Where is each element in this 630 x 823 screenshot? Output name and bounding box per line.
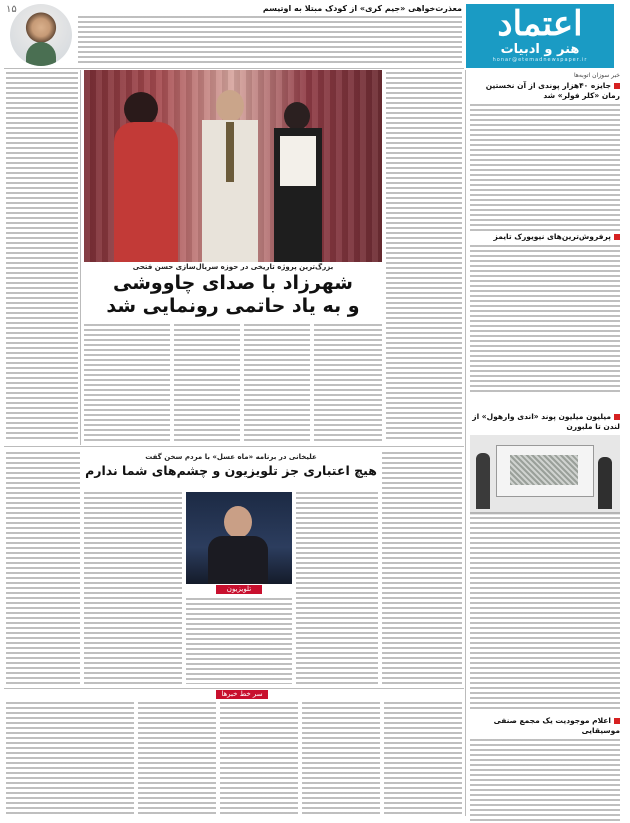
news-2 (470, 232, 620, 402)
interview-col-left-2 (84, 492, 182, 684)
interview-col-under-photo (186, 598, 292, 684)
interview-headline: هیچ اعتباری جز تلویزیون و چشم‌های شما ندارم (85, 463, 377, 478)
main-story-side-text (386, 72, 462, 442)
main-story-body-col-3 (174, 324, 240, 444)
news-4 (470, 716, 620, 816)
tv-section-label: تلویزیون (216, 585, 262, 594)
news-4-title: اعلام موجودیت یک مجمع صنفی موسیقایی (493, 716, 620, 735)
main-story-headline-1: شهرزاد با صدای چاووشی (113, 272, 353, 294)
bottom-col-3 (220, 702, 298, 814)
top-column (78, 4, 462, 66)
main-story-kicker: بزرگ‌ترین پروژه تاریخی در حوزه سریال‌سازی حسن فتحی (132, 263, 334, 271)
section-email: honar@etemadnewspaper.ir (492, 57, 588, 63)
news-3-title: میلیون میلیون پوند «اندی وارهول» از لندن تا ملبورن (472, 412, 620, 431)
masthead (466, 4, 614, 68)
shahrzad-scene-photo (84, 70, 382, 262)
news-3-text (470, 512, 620, 712)
red-bullet-icon (614, 414, 620, 420)
page-number: ۱۵ (6, 4, 17, 15)
main-story-body-col-2 (244, 324, 310, 444)
news-2-title: پرفروش‌ترین‌های نیویورک تایمز (470, 232, 620, 242)
top-column-text (78, 16, 462, 66)
main-story-header (84, 262, 382, 322)
news-1-title: جایزه ۴۰هزار پوندی از آن نخستین رمان «کلر فولر» شد (485, 81, 620, 100)
warhol-dollar-artwork-photo (470, 435, 620, 515)
newspaper-logo: اعتماد (497, 4, 583, 44)
news-1-kicker: خبر سوزان اتوبه‌ها (573, 72, 620, 79)
section-title: هنر و ادبیات (500, 42, 580, 57)
news-1-text (470, 104, 620, 232)
main-story-body-col-4 (84, 324, 170, 444)
alikhani-photo (186, 492, 292, 584)
interview-header (84, 452, 378, 492)
red-bullet-icon (614, 234, 620, 240)
news-1 (470, 72, 620, 222)
bottom-col-2 (302, 702, 380, 814)
news-headlines-label: سر خط خبرها (216, 690, 268, 699)
news-3 (470, 412, 620, 512)
interview-col-left-1 (6, 452, 80, 684)
jim-carrey-portrait (10, 4, 72, 66)
bottom-col-1 (384, 702, 462, 814)
interview-kicker: علیخانی در برنامه «ماه عسل» با مردم سخن گفت (145, 453, 317, 461)
interview-col-right-2 (382, 452, 462, 684)
side-column-text (6, 72, 78, 442)
news-2-text (470, 245, 620, 395)
main-story-headline-2: و به یاد حاتمی رونمایی شد (106, 295, 360, 317)
news-4-text (470, 739, 620, 823)
red-bullet-icon (614, 83, 620, 89)
interview-col-right-1 (296, 492, 378, 684)
red-bullet-icon (614, 718, 620, 724)
bottom-col-4 (138, 702, 216, 814)
top-column-title: معذرت‌خواهی «جیم کری» از کودک مبتلا به اوتیسم (262, 4, 462, 13)
bottom-col-5 (6, 702, 134, 814)
main-story-body-col-1 (314, 324, 382, 444)
